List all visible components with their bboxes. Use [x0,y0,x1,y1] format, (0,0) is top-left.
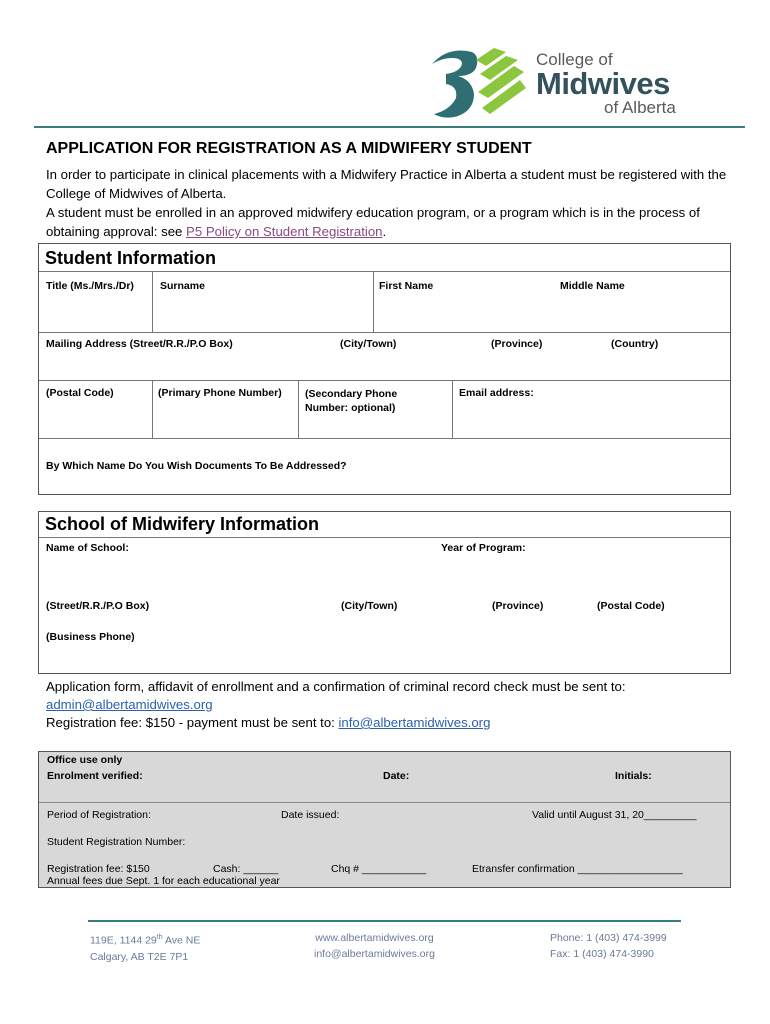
footer-address: 119E, 1144 29th Ave NE Calgary, AB T2E 7P1 [90,934,201,963]
school-address-input[interactable] [39,614,730,632]
school-city-label: (City/Town) [341,600,398,612]
province-label: (Province) [491,338,543,350]
info-email-link[interactable]: info@albertamidwives.org [338,715,491,730]
footer-web [314,930,435,962]
middle-name-input[interactable] [554,294,730,332]
first-name-input[interactable] [374,294,554,332]
secondary-phone-label: (Secondary Phone Number: optional) [305,388,398,414]
fee-label: Registration fee: $150 [47,863,150,875]
footer-divider [88,920,681,922]
country-label: (Country) [611,338,659,350]
school-info-header: School of Midwifery Information [45,514,319,534]
addressed-name-input[interactable] [39,474,730,494]
primary-phone-label: (Primary Phone Number) [158,387,282,399]
footer-email-link[interactable]: info@albertamidwives.org [314,948,435,960]
title-label: Title (Ms./Mrs./Dr) [46,280,134,292]
year-of-program-input[interactable] [435,556,730,596]
date-issued-label: Date issued: [281,809,340,821]
school-name-input[interactable] [39,556,434,596]
intro-p2-end: . [382,224,387,239]
submission-notice [46,678,736,732]
school-info-section [38,511,731,674]
email-input[interactable] [453,404,730,438]
business-phone-input[interactable] [39,646,730,672]
mailing-address-label: Mailing Address (Street/R.R./P.O Box) [46,338,233,350]
logo-line-3: of Alberta [604,98,676,117]
mailing-address-input[interactable] [39,352,730,380]
footer-contact [550,930,667,962]
cheque-label: Chq # ___________ [331,863,427,875]
addressed-name-label: By Which Name Do You Wish Documents To Be Addressed? [46,460,347,472]
footer-phone: Phone: 1 (403) 474-3999 [550,932,667,944]
office-date-label: Date: [383,770,410,782]
logo-line-2: Midwives [536,66,670,101]
middle-name-label: Middle Name [560,280,625,292]
period-label: Period of Registration: [47,809,151,821]
initials-label: Initials: [615,770,652,782]
notice-fee-text: Registration fee: $150 - payment must be sent to: [46,715,339,730]
school-name-label: Name of School: [46,542,129,554]
school-street-label: (Street/R.R./P.O Box) [46,600,150,612]
logo-line-1: College of [536,50,613,69]
admin-email-link[interactable]: admin@albertamidwives.org [46,697,213,712]
title-input[interactable] [39,294,152,332]
footer-fax: Fax: 1 (403) 474-3990 [550,948,654,960]
reg-number-label: Student Registration Number: [47,836,186,848]
intro-p2-text: A student must be enrolled in an approved midwifery education program, or a program which is in the process of obtaining approval: see [46,205,700,239]
email-label: Email address: [459,387,534,399]
business-phone-label: (Business Phone) [46,631,135,643]
valid-until-label: Valid until August 31, 20_________ [532,809,697,821]
office-use-heading: Office use only [47,754,123,766]
city-label: (City/Town) [340,338,397,350]
cash-label: Cash: ______ [213,863,279,875]
student-info-section [38,243,731,495]
postal-code-label: (Postal Code) [46,387,114,399]
logo-mark-icon [428,44,528,124]
annual-fees-note: Annual fees due Sept. 1 for each educational year [47,875,280,887]
school-province-label: (Province) [492,600,544,612]
college-logo [428,44,688,124]
surname-label: Surname [160,280,205,292]
etransfer-label: Etransfer confirmation __________________ [472,863,683,875]
surname-input[interactable] [153,294,373,332]
student-info-header: Student Information [45,248,216,268]
footer-city: Calgary, AB T2E 7P1 [90,950,189,963]
office-use-section [38,751,731,888]
notice-line-1: Application form, affidavit of enrollment and a confirmation of criminal record check must be sent to: [46,679,626,694]
school-postal-label: (Postal Code) [597,600,665,612]
footer-website-link[interactable]: www.albertamidwives.org [315,932,434,944]
first-name-label: First Name [379,280,434,292]
intro-paragraph-2 [46,203,746,241]
policy-link[interactable]: P5 Policy on Student Registration [186,224,383,239]
year-of-program-label: Year of Program: [441,542,526,554]
intro-paragraph-1: In order to participate in clinical placements with a Midwifery Practice in Alberta a student must be registered with the College of Midwives of Alberta. [46,167,727,201]
enrolment-verified-label: Enrolment verified: [47,770,143,782]
top-divider [34,126,745,128]
page-title: APPLICATION FOR REGISTRATION AS A MIDWIFERY STUDENT [46,140,532,157]
intro-text [46,165,746,241]
